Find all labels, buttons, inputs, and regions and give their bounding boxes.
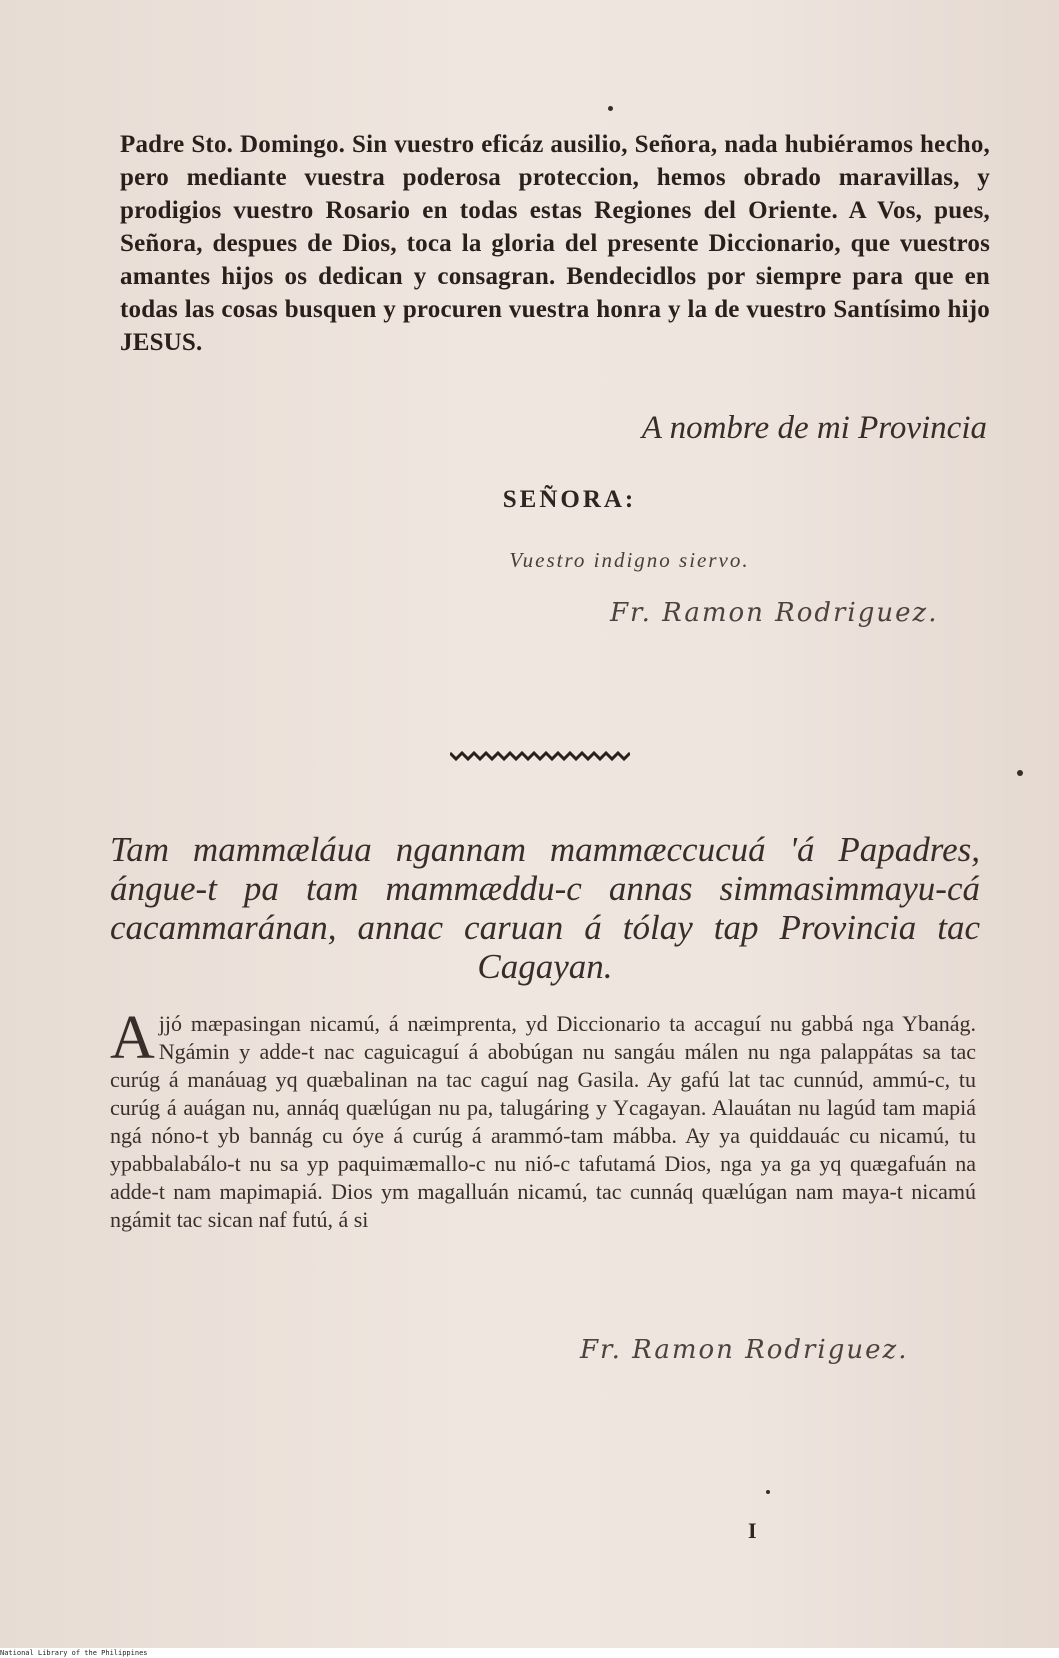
ink-speck (608, 106, 613, 111)
salutation: SEÑORA: (502, 486, 637, 513)
closing-signature: Fr. Ramon Rodriguez. (580, 1335, 909, 1365)
ink-speck (766, 1490, 770, 1494)
dedication-paragraph: Padre Sto. Domingo. Sin vuestro eficáz ausilio, Señora, nada hubiéramos hecho, pero mediante vuestra poderosa proteccion, hemos obrado maravillas, y prodigios vuestro Rosario en todas estas Regiones del Oriente. A Vos, pues, Señora, despues de Dios, toca la gloria del presente Diccionario, que vuestros amantes hijos os dedican y consagran. Bendecidlos por siempre para que en todas las cosas busquen y procuren vuestra honra y la de vuestro Santísimo hijo JESUS. (120, 131, 990, 356)
ornamental-divider (450, 750, 630, 762)
ibanag-body-paragraph (110, 1004, 976, 1234)
page-number: I (748, 1518, 757, 1543)
ink-speck (1017, 770, 1023, 776)
body-text: jjó mæpasingan nicamú, á næimprenta, yd Diccionario ta accaguí nu gabbá nga Ybanág. Ngámin y adde-t nac caguicaguí á abobúgan nu sangáu málen nu nga palappátas sa tac curúg á manáuag yq quæbalinan na tac caguí nag Gasila. Ay gafú lat tac cunnúd, ammú-c, tu curúg á auágan nu, annáq quælúgan nu pa, talugáring y Ycagayan. Alauátan nu lagúd tam mapiá ngá nóno-t yb bannág cu óye á curúg á arammó-tam mábba. Ay ya quiddauác cu nicamú, tu ypabbalabálo-t nu sa yp paquimæmallo-c nu nió-c tafutamá Dios, nga ya ga yq quægafuán na adde-t nam mapimapiá. Dios ym magalluán nicamú, tac cunnáq quælúgan nam maya-t nicamú ngámit tac sican naf futú, á si (110, 1011, 976, 1232)
on-behalf-line: A nombre de mi Provincia (641, 410, 987, 446)
drop-cap: A (110, 1004, 155, 1072)
servant-line: Vuestro indigno siervo. (509, 548, 750, 572)
footer-credit: National Library of the Philippines (0, 1648, 1059, 1658)
ibanag-heading: Tam mammæláua ngannam mammæccucuá 'á Papadres, ángue-t pa tam mammæddu-c annas simmasimmayu-cá cacammaránan, annac caruan á tólay tap Provincia tac Cagayan. (110, 830, 980, 986)
signature: Fr. Ramon Rodriguez. (610, 598, 939, 628)
